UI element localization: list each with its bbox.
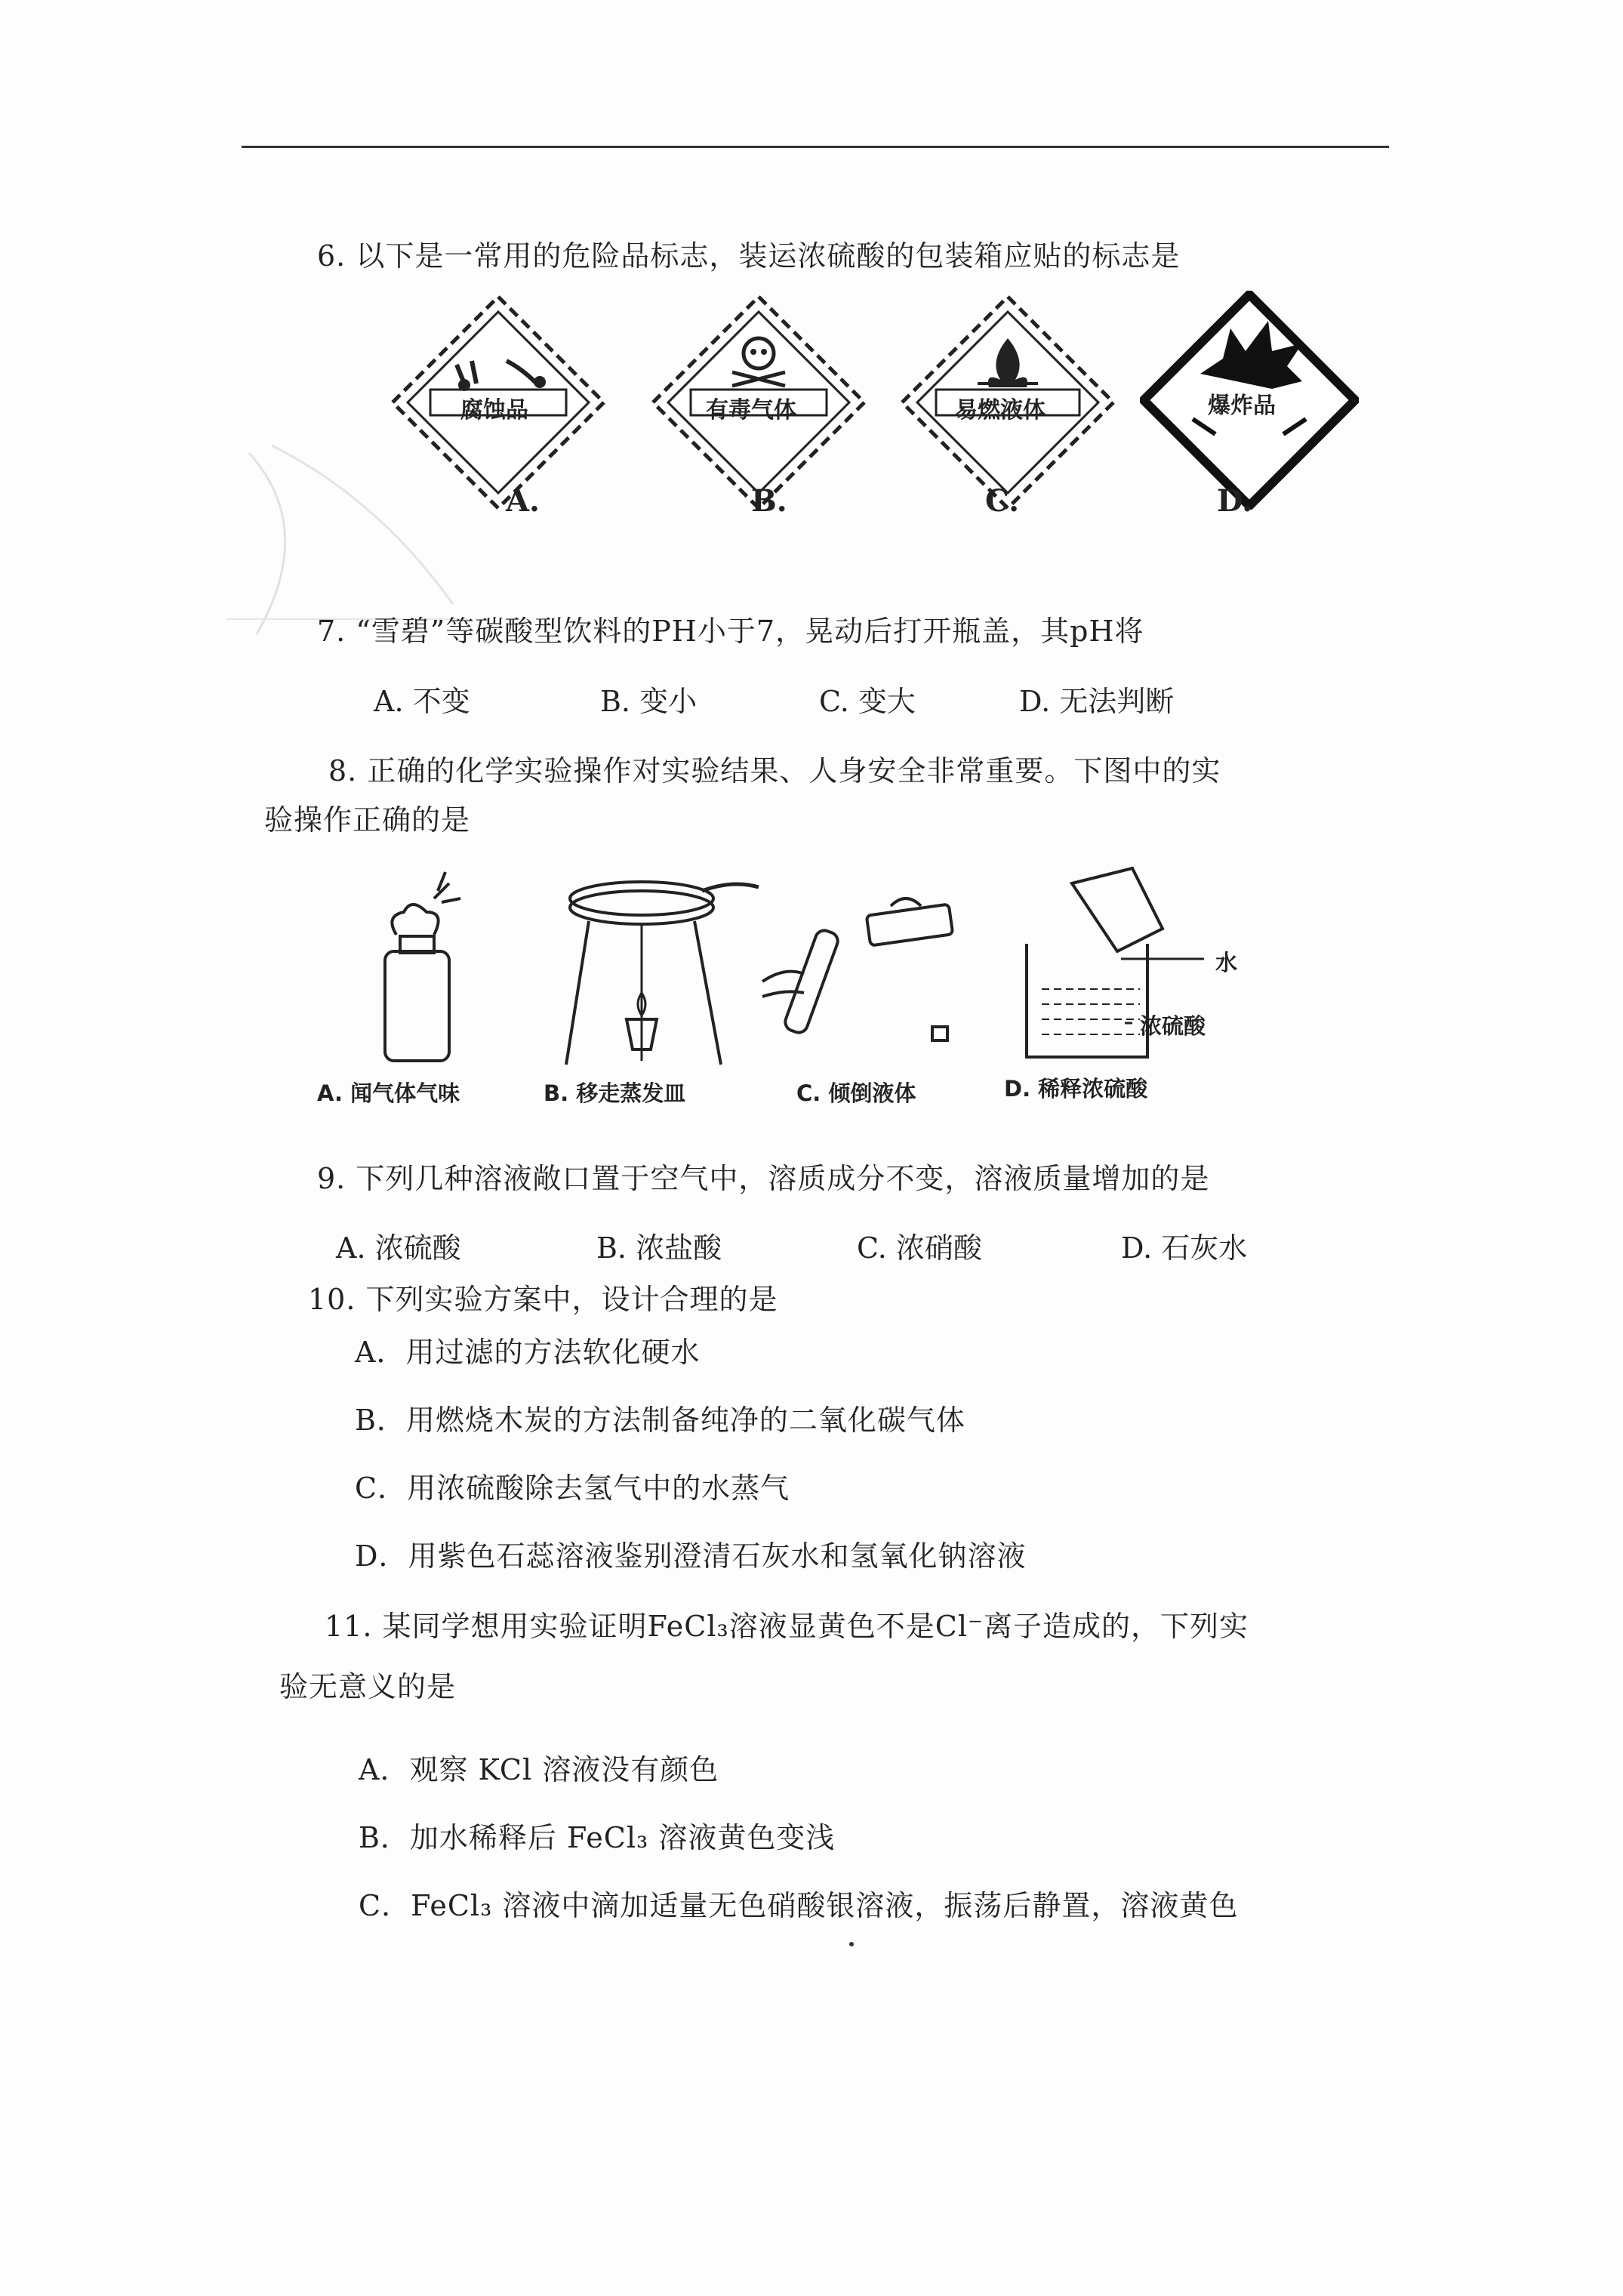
sign-b-letter: B. <box>751 483 787 519</box>
q11-stem-line1: 11. 某同学想用实验证明FeCl₃溶液显黄色不是Cl⁻离子造成的，下列实 <box>325 1610 1249 1643</box>
q8-stem-line1: 8. 正确的化学实验操作对实验结果、人身安全非常重要。下图中的实 <box>328 754 1221 787</box>
q8-caption-d: D. 稀释浓硫酸 <box>1004 1076 1148 1102</box>
q10-stem: 10. 下列实验方案中，设计合理的是 <box>308 1283 778 1316</box>
sign-a-text: 腐蚀品 <box>460 397 528 424</box>
q7-stem: 7. “雪碧”等碳酸型饮料的PH小于7，晃动后打开瓶盖，其pH将 <box>317 615 1144 648</box>
q8-caption-a: A. 闻气体气味 <box>317 1080 460 1106</box>
q8-stem-line2: 验操作正确的是 <box>264 803 471 837</box>
q11-option-c[interactable]: C．FeCl₃ 溶液中滴加适量无色硝酸银溶液，振荡后静置，溶液黄色 <box>359 1889 1239 1922</box>
sign-d-text: 爆炸品 <box>1208 393 1276 419</box>
q8-caption-b: B. 移走蒸发皿 <box>544 1080 686 1106</box>
q10-option-a[interactable]: A．用过滤的方法软化硬水 <box>355 1336 701 1369</box>
q11-stem-line2: 验无意义的是 <box>279 1670 457 1703</box>
smell-gas-bottle-icon[interactable] <box>343 868 570 1087</box>
sign-a-letter: A. <box>506 483 540 519</box>
q6-stem: 6. 以下是一常用的危险品标志，装运浓硫酸的包装箱应贴的标志是 <box>317 239 1181 273</box>
q9-option-c[interactable]: C. 浓硝酸 <box>857 1231 982 1265</box>
q7-option-c[interactable]: C. 变大 <box>819 685 916 718</box>
sign-c-letter: C. <box>985 483 1020 519</box>
q10-option-c[interactable]: C．用浓硫酸除去氢气中的水蒸气 <box>355 1472 790 1505</box>
q8-caption-c: C. 倾倒液体 <box>796 1080 916 1106</box>
q9-option-b[interactable]: B. 浓盐酸 <box>596 1231 722 1265</box>
pouring-liquid-icon[interactable] <box>755 868 981 1087</box>
evaporating-dish-icon[interactable] <box>551 868 778 1087</box>
q10-option-d[interactable]: D．用紫色石蕊溶液鉴别澄清石灰水和氢氧化钠溶液 <box>355 1539 1027 1573</box>
header-rule <box>242 146 1389 148</box>
sign-c-text: 易燃液体 <box>955 397 1046 424</box>
q7-option-d[interactable]: D. 无法判断 <box>1019 685 1175 718</box>
q8-label-acid: 浓硫酸 <box>1140 1013 1206 1039</box>
q9-stem: 9. 下列几种溶液敞口置于空气中，溶质成分不变，溶液质量增加的是 <box>317 1162 1210 1195</box>
footer-dot <box>849 1942 854 1946</box>
q8-label-water: 水 <box>1215 950 1238 975</box>
q9-option-d[interactable]: D. 石灰水 <box>1121 1231 1248 1265</box>
dilute-acid-beaker-icon[interactable] <box>1012 861 1238 1080</box>
sign-d-letter: D. <box>1217 483 1253 519</box>
q7-option-a[interactable]: A. 不变 <box>374 685 470 718</box>
q11-option-b[interactable]: B．加水稀释后 FeCl₃ 溶液黄色变浅 <box>359 1821 836 1854</box>
q7-option-b[interactable]: B. 变小 <box>600 685 698 718</box>
q9-option-a[interactable]: A. 浓硫酸 <box>336 1231 461 1265</box>
sign-b-text: 有毒气体 <box>706 397 796 424</box>
q10-option-b[interactable]: B．用燃烧木炭的方法制备纯净的二氧化碳气体 <box>355 1404 965 1437</box>
q11-option-a[interactable]: A．观察 KCl 溶液没有颜色 <box>359 1753 719 1786</box>
